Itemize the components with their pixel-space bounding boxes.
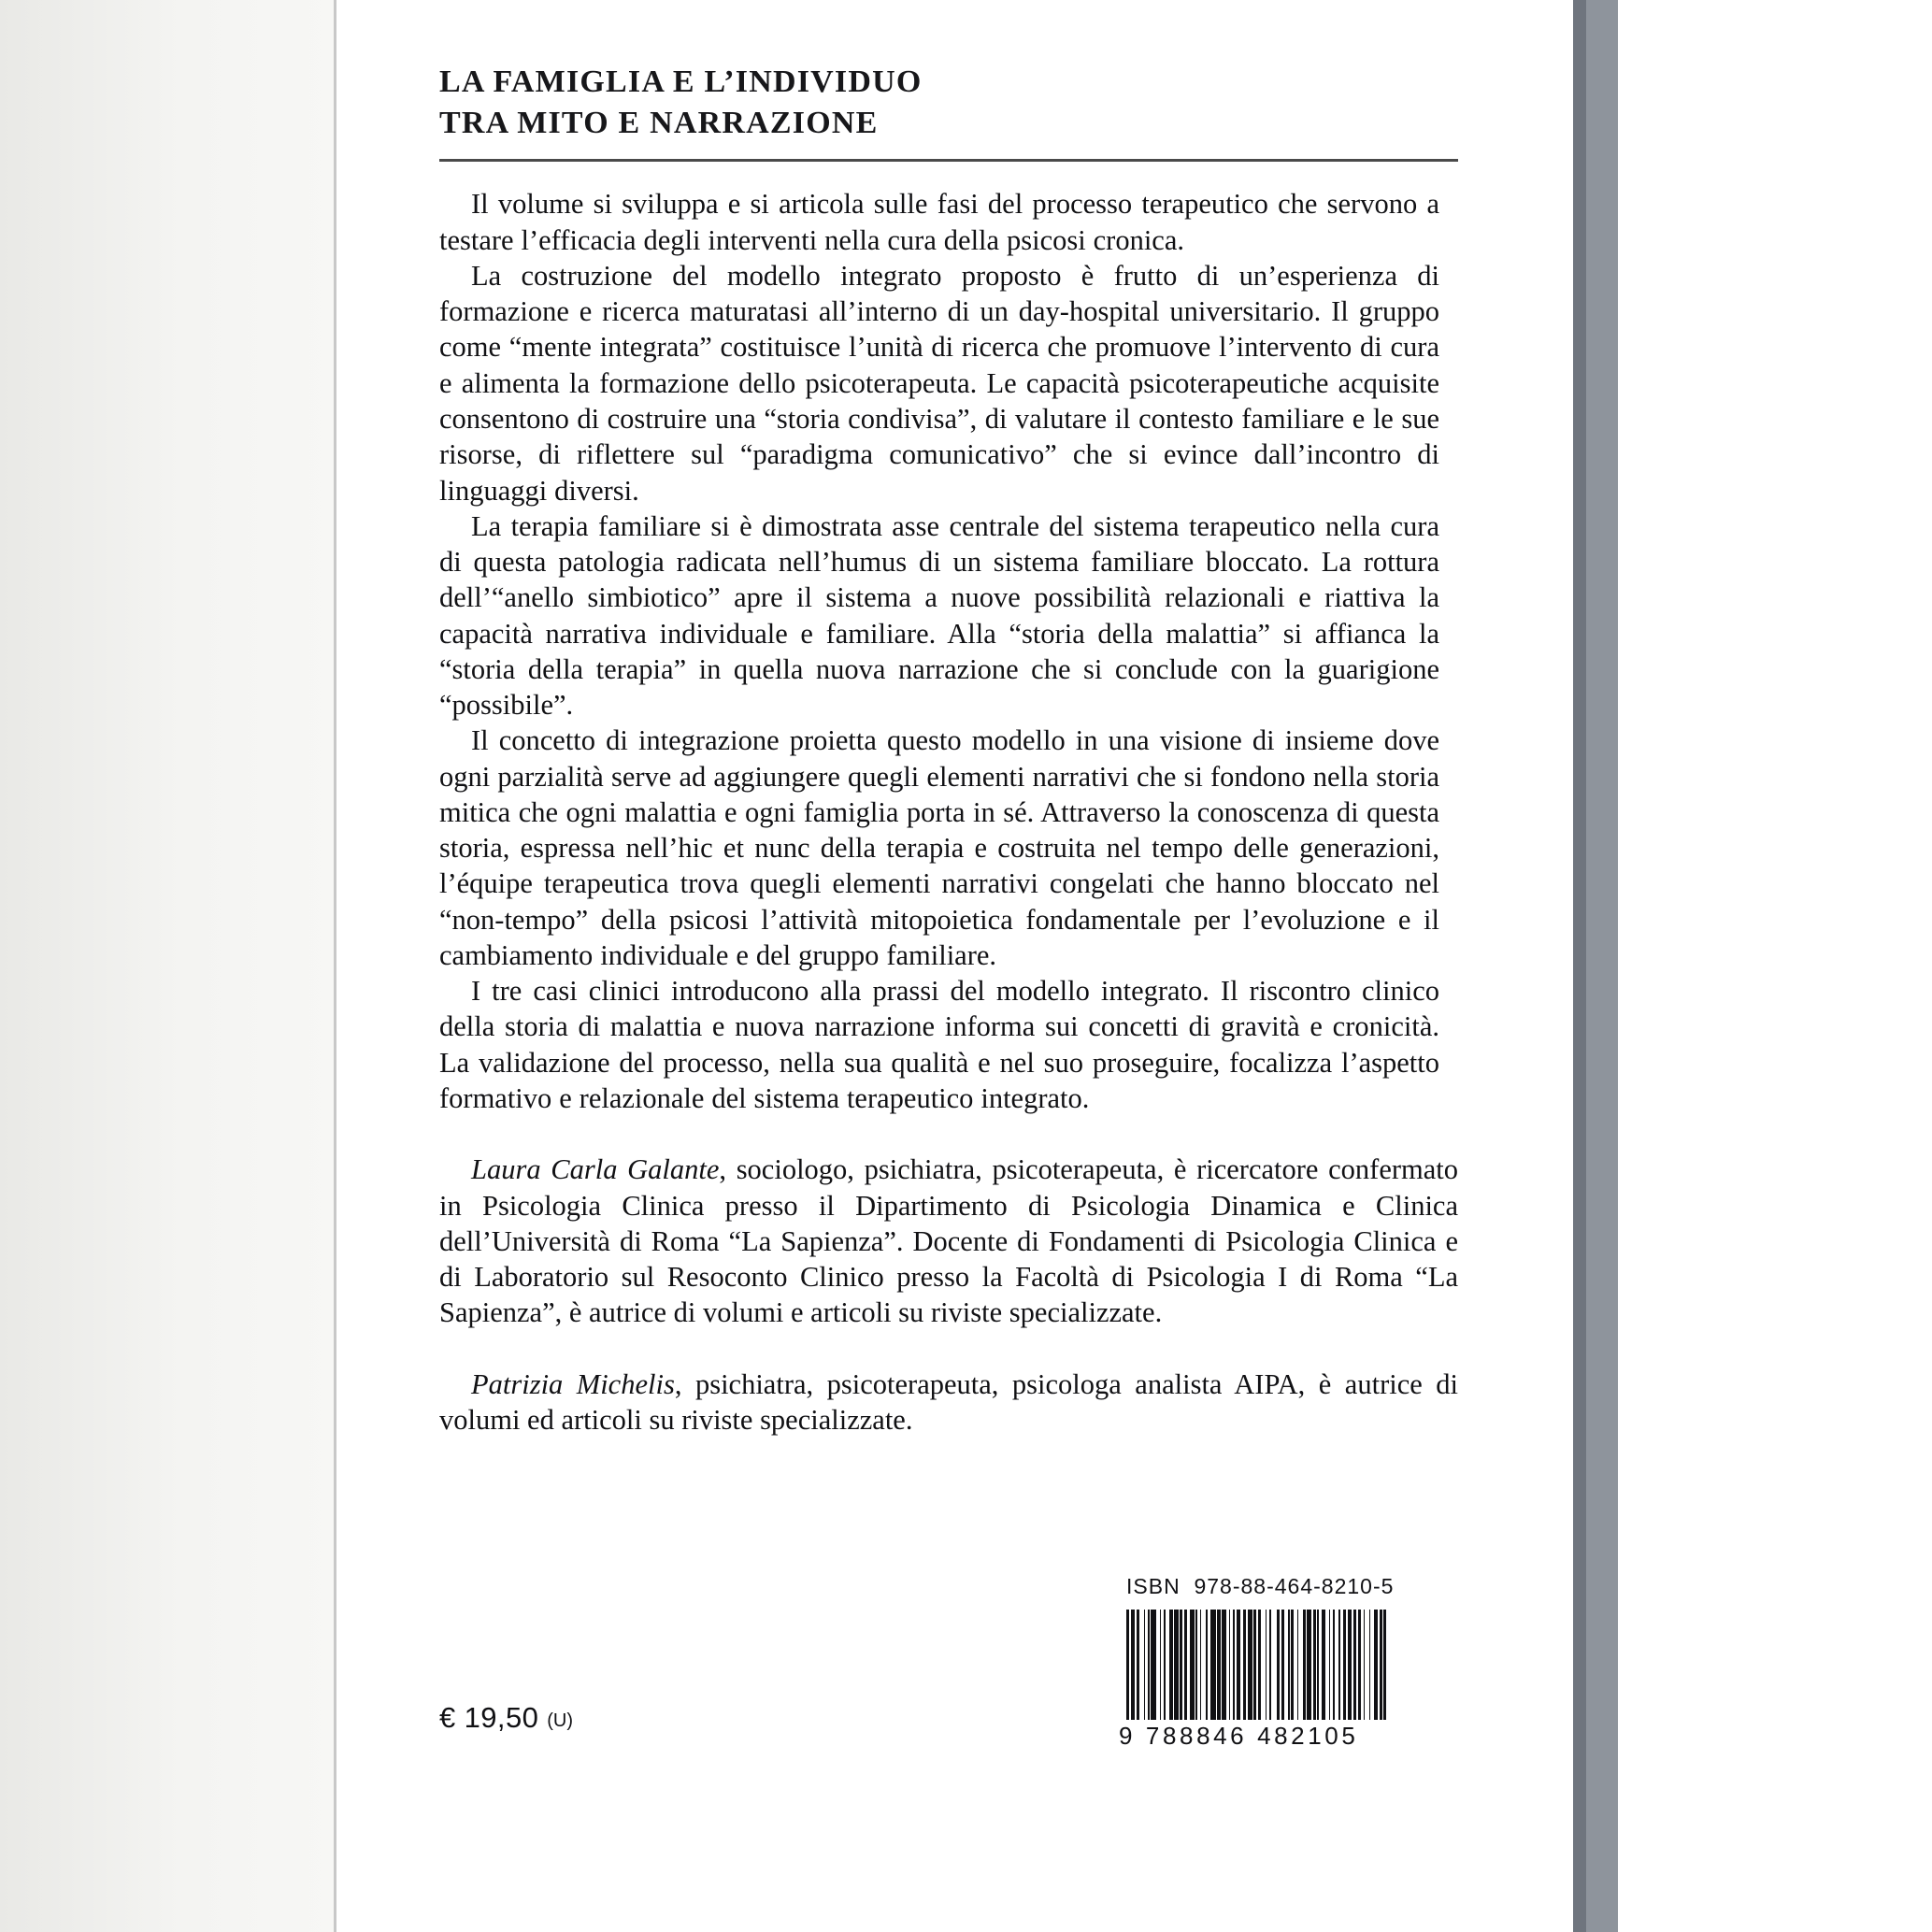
author-bio-text: , sociologo, psichiatra, psicoterapeuta, è ricercatore confermato in Psicologia Clinica presso il Dipartimento di Psicologia Dinamica e Clinica dell’Università di Roma “La Sapienza”. Docente di Fondamenti di Psicologia Clinica e di Laboratorio sul Resoconto Clinico presso la Facoltà di Psicologia I di Roma “La Sapienza”, è autrice di volumi e articoli su riviste specializzate. <box>439 1153 1458 1329</box>
blurb-text <box>439 186 1439 1116</box>
cover-left-margin <box>0 0 334 1932</box>
price-suffix: (U) <box>547 1710 574 1731</box>
author-name: Laura Carla Galante <box>471 1153 720 1186</box>
author-bio <box>439 1367 1458 1438</box>
isbn-barcode-block <box>1106 1565 1438 1766</box>
barcode-digits: 9 788846 482105 <box>1119 1722 1359 1750</box>
spine-shadow <box>1573 0 1586 1932</box>
blurb-paragraph: Il concetto di integrazione proietta questo modello in una visione di insieme dove ogni parzialità serve ad aggiungere quegli elementi narrativi che si fondono nella storia mitica che ogni malattia e ogni famiglia porta in sé. Attraverso la conoscenza di questa storia, espressa nell’hic et nunc della terapia e costruita nel tempo delle generazioni, l’équipe terapeutica trova quegli elementi narrativi congelati che hanno bloccato nel “non-tempo” della psicosi l’attività mitopoietica fondamentale per l’evoluzione e il cambiamento individuale e del gruppo familiare. <box>439 724 1439 971</box>
isbn-text <box>1106 1565 1438 1599</box>
author-bio <box>439 1152 1458 1330</box>
author-name: Patrizia Michelis <box>471 1367 675 1400</box>
isbn-code: 978-88-464-8210-5 <box>1194 1574 1395 1598</box>
title-line-2: TRA MITO E NARRAZIONE <box>439 106 879 141</box>
blurb-paragraph: La costruzione del modello integrato proposto è frutto di un’esperienza di formazione e ricerca maturatasi all’interno di un day-hospital universitario. Il gruppo come “mente integrata” costituisce l’unità di ricerca che promuove l’intervento di cura e alimenta la formazione dello psicoterapeuta. Le capacità psicoterapeutiche acquisite consentono di costruire una “storia condivisa”, di valutare il contesto familiare e le sue risorse, di riflettere sul “paradigma comunicativo” che si evince dall’incontro di linguaggi diversi. <box>439 259 1439 507</box>
barcode-icon <box>1126 1610 1418 1720</box>
panel-left-rule <box>334 0 336 1932</box>
price-label <box>439 1701 573 1735</box>
blurb-paragraph: I tre casi clinici introducono alla prassi del modello integrato. Il riscontro clinico della storia di malattia e nuova narrazione informa sui concetti di gravità e cronicità. La validazione del processo, nella sua qualità e nel suo proseguire, focalizza l’aspetto formativo e relazionale del sistema terapeutico integrato. <box>439 975 1439 1115</box>
title-line-1: LA FAMIGLIA E L’INDIVIDUO <box>439 64 923 99</box>
blurb-paragraph: Il volume si sviluppa e si articola sulle fasi del processo terapeutico che servono a testare l’efficacia degli interventi nella cura della psicosi cronica. <box>439 188 1439 256</box>
price-amount: € 19,50 <box>439 1701 539 1734</box>
author-bio-text: , psichiatra, psicoterapeuta, psicologa analista AIPA, è autrice di volumi ed articoli su riviste specializzate. <box>439 1367 1458 1436</box>
isbn-label: ISBN <box>1126 1574 1181 1598</box>
blurb-paragraph: La terapia familiare si è dimostrata asse centrale del sistema terapeutico nella cura di questa patologia radicata nell’humus di un sistema familiare bloccato. La rottura dell’“anello simbiotico” apre il sistema a nuove possibilità relazionali e riattiva la capacità narrativa individuale e familiare. Alla “storia della malattia” si affianca la “storia della terapia” in quella nuova narrazione che si conclude con la guarigione “possibile”. <box>439 509 1439 722</box>
page-title <box>439 62 1458 162</box>
cover-content <box>439 62 1458 1438</box>
background-right <box>1618 0 1932 1932</box>
